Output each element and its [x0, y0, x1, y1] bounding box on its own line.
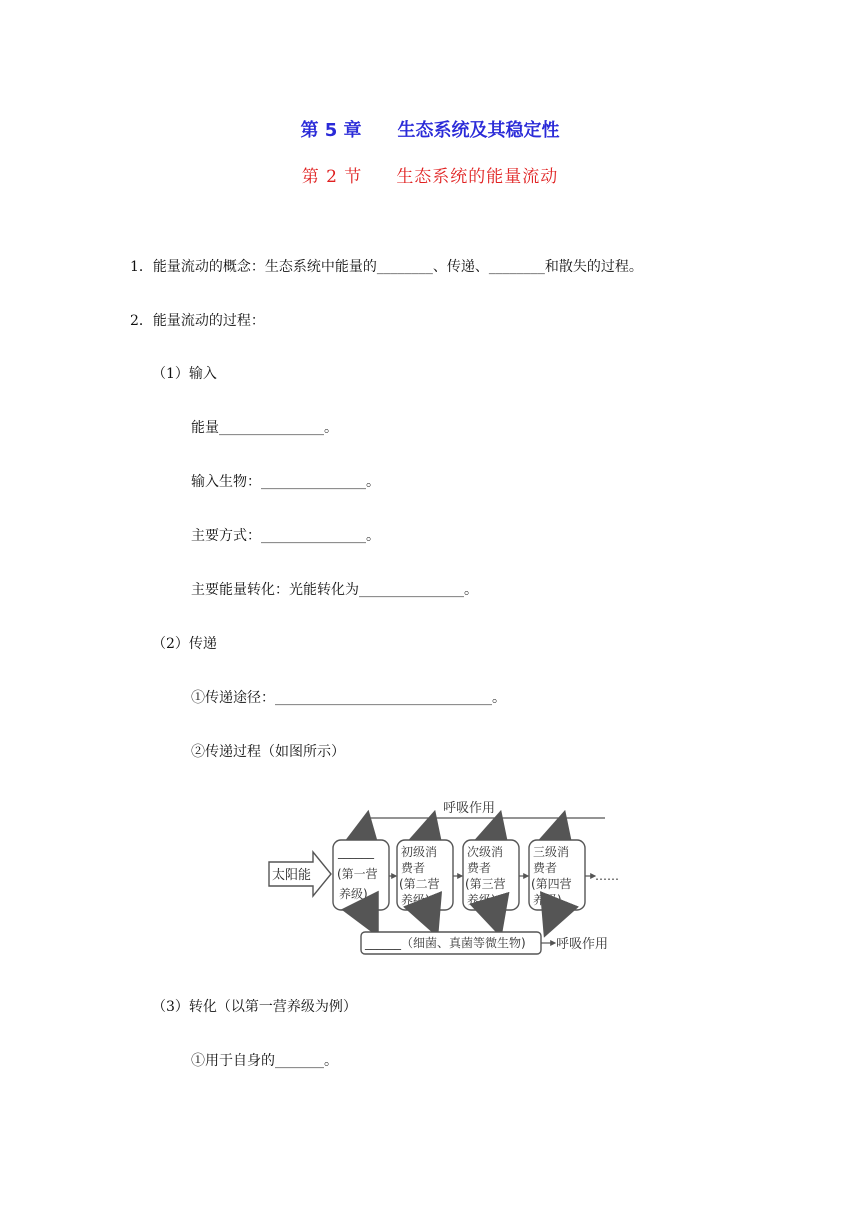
decomposer-arrow-1: [365, 910, 375, 930]
producer-line3: 养级): [339, 887, 368, 901]
continuation-dots: ……: [595, 869, 619, 883]
input-method-line: 主要方式：_______________。: [191, 528, 380, 544]
secondary-line4: 养级): [467, 893, 496, 907]
input-energy-line: 能量_______________。: [191, 420, 338, 436]
secondary-line1: 次级消: [467, 845, 504, 859]
sun-label: 太阳能: [272, 868, 312, 883]
subsection-conversion: （3）转化（以第一营养级为例）: [152, 999, 357, 1015]
energy-flow-diagram: [265, 790, 635, 965]
respiration-right-label: 呼吸作用: [556, 937, 609, 952]
primary-line3: (第二营: [399, 877, 440, 891]
primary-line4: 养级): [401, 893, 430, 907]
primary-line1: 初级消: [401, 845, 438, 859]
tertiary-line2: 费者: [533, 861, 558, 875]
section-heading: [0, 162, 860, 187]
section-number: 第 2 节: [301, 167, 363, 187]
tertiary-line3: (第四营: [531, 877, 572, 891]
producer-line2: (第一营: [337, 867, 378, 881]
chapter-heading: [0, 116, 860, 142]
question-2: 2．能量流动的过程：: [130, 313, 265, 329]
decomposer-arrow-2: [427, 910, 435, 930]
secondary-line3: (第三营: [465, 877, 506, 891]
input-conversion-line: 主要能量转化：光能转化为_______________。: [191, 582, 478, 598]
producer-blank: ______: [338, 845, 374, 859]
chapter-title: 生态系统及其稳定性: [397, 120, 560, 141]
chapter-number: 第 5 章: [300, 120, 362, 141]
respiration-top-label: 呼吸作用: [443, 801, 496, 816]
primary-line2: 费者: [401, 861, 426, 875]
decomposer-arrow-3: [493, 910, 499, 930]
transfer-process-line: ②传递过程（如图所示）: [191, 744, 345, 760]
input-organism-line: 输入生物：_______________。: [191, 474, 380, 490]
tertiary-line4: 养级): [533, 893, 562, 907]
decomposer-label: ______（细菌、真菌等微生物): [365, 936, 526, 950]
tertiary-line1: 三级消: [533, 845, 570, 859]
transfer-path-line: ①传递途径：_______________________________。: [191, 690, 506, 706]
subsection-input: （1）输入: [152, 366, 217, 382]
conversion-line-1: ①用于自身的_______。: [191, 1053, 338, 1069]
question-1: 1．能量流动的概念：生态系统中能量的________、传递、________和散失的过程。: [130, 259, 643, 275]
decomposer-arrow-4: [547, 910, 555, 930]
section-title: 生态系统的能量流动: [396, 167, 559, 187]
secondary-line2: 费者: [467, 861, 492, 875]
subsection-transfer: （2）传递: [152, 636, 217, 652]
